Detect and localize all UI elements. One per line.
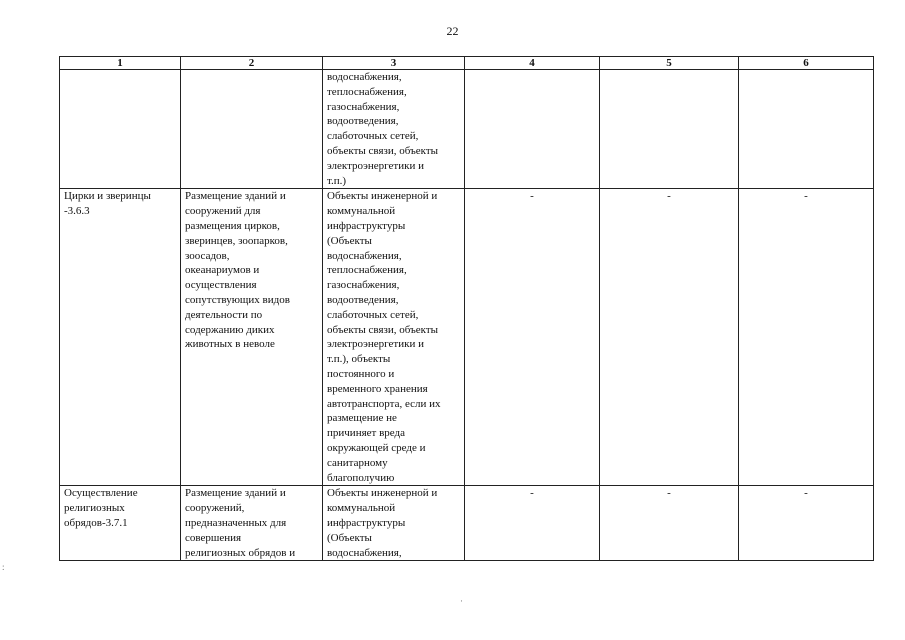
row-1-col-4 bbox=[465, 70, 600, 189]
row-3-col-5: - bbox=[600, 486, 739, 561]
row-3-description: Размещение зданий и сооружений, предназначенных для совершения религиозных обрядов и bbox=[181, 486, 323, 561]
table-row bbox=[60, 486, 874, 561]
row-1-col-6 bbox=[739, 70, 874, 189]
row-2-col-6: - bbox=[739, 189, 874, 486]
row-3-col-6: - bbox=[739, 486, 874, 561]
zoning-table bbox=[59, 56, 874, 561]
row-3-usage-type: Осуществление религиозных обрядов-3.7.1 bbox=[60, 486, 181, 561]
row-1-description bbox=[181, 70, 323, 189]
row-2-usage-type: Цирки и зверинцы -3.6.3 bbox=[60, 189, 181, 486]
scan-artifact-mark: : bbox=[2, 562, 5, 572]
row-2-permitted-objects: Объекты инженерной и коммунальной инфраструктуры (Объекты водоснабжения, теплоснабжения, газоснабжения, водоотведения, слаботочных сетей, объекты связи, объекты электроэнергетики и т.п.), объекты постоянного и временного хранения автотранспорта, если их размещение не причиняет вреда окружающей среде и санитарному благополучию bbox=[323, 189, 465, 486]
column-header-5: 5 bbox=[600, 57, 739, 70]
row-3-permitted-objects: Объекты инженерной и коммунальной инфраструктуры (Объекты водоснабжения, bbox=[323, 486, 465, 561]
row-2-col-5: - bbox=[600, 189, 739, 486]
row-1-col-5 bbox=[600, 70, 739, 189]
column-header-6: 6 bbox=[739, 57, 874, 70]
column-header-2: 2 bbox=[181, 57, 323, 70]
scan-artifact-dot: · bbox=[460, 596, 463, 606]
row-1-usage-type bbox=[60, 70, 181, 189]
table-header-row bbox=[60, 57, 874, 70]
page-number: 22 bbox=[446, 24, 459, 38]
table-row bbox=[60, 189, 874, 486]
row-3-col-4: - bbox=[465, 486, 600, 561]
column-header-3: 3 bbox=[323, 57, 465, 70]
column-header-1: 1 bbox=[60, 57, 181, 70]
row-2-col-4: - bbox=[465, 189, 600, 486]
row-2-description: Размещение зданий и сооружений для размещения цирков, зверинцев, зоопарков, зоосадов, океанариумов и осуществления сопутствующих видов деятельности по содержанию диких животных в неволе bbox=[181, 189, 323, 486]
table-row bbox=[60, 70, 874, 189]
column-header-4: 4 bbox=[465, 57, 600, 70]
row-1-permitted-objects: водоснабжения, теплоснабжения, газоснабжения, водоотведения, слаботочных сетей, объекты связи, объекты электроэнергетики и т.п.) bbox=[323, 70, 465, 189]
